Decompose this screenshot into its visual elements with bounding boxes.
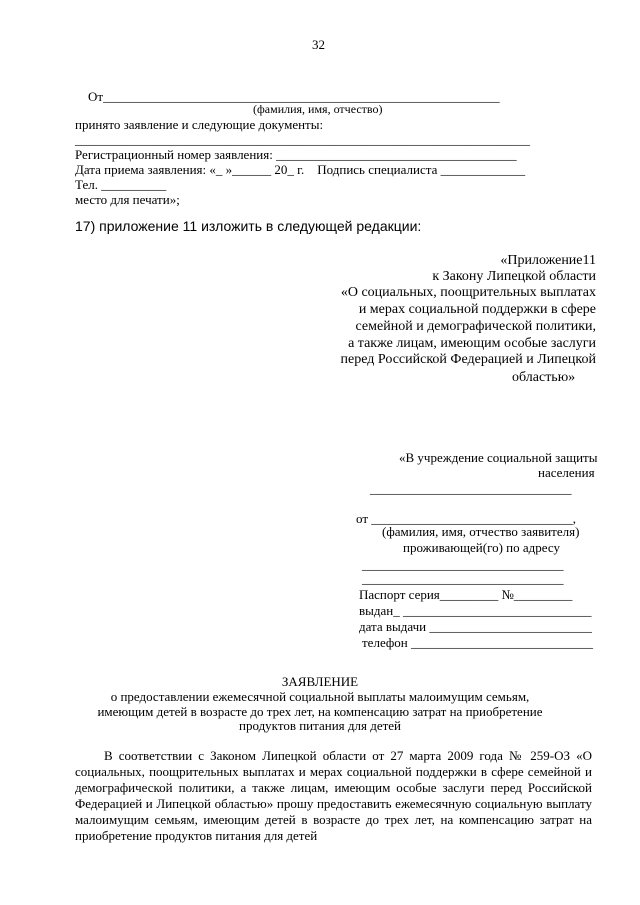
appendix-line: а также лицам, имеющим особые заслуги xyxy=(348,336,596,351)
addressee-institution: «В учреждение социальной защиты xyxy=(399,450,598,465)
body-line: В соответствии с Законом Липецкой области от 27 марта 2009 года № 259-ОЗ «О xyxy=(104,748,592,763)
appendix-line: семейной и демографической политики, xyxy=(355,319,596,334)
body-line: приобретение продуктов питания для детей xyxy=(75,828,318,843)
appendix-line: «Приложение11 xyxy=(500,253,596,268)
receipt-stamp-place: место для печати»; xyxy=(75,192,180,207)
receipt-phone: Тел. __________ xyxy=(75,177,167,192)
body-line: Федерацией и Липецкой областью» прошу предоставить ежемесячную социальную выплату xyxy=(75,796,592,811)
body-line: социальных, поощрительных выплатах и мерах социальной поддержки в сфере семейной и xyxy=(75,764,592,779)
receipt-from-line: От_____________________________________________________________ xyxy=(88,89,500,104)
passport-series: Паспорт серия_________ №_________ xyxy=(359,587,573,602)
passport-issue-date: дата выдачи _________________________ xyxy=(359,619,592,634)
address-line: _______________________________ xyxy=(362,557,564,572)
receipt-blank-line: ______________________________________________________________________ xyxy=(75,132,530,147)
receipt-date-signature: Дата приема заявления: «_ »______ 20_ г. Подпись специалиста _____________ xyxy=(75,162,526,177)
addressee-population: населения xyxy=(538,465,595,480)
appendix-line: областью» xyxy=(512,370,576,385)
appendix-line: и мерах социальной поддержки в сфере xyxy=(358,302,596,317)
statement-title: ЗАЯВЛЕНИЕ xyxy=(281,674,359,689)
body-line: демографической политики, а также лицам, имеющим особые заслуги перед Российской xyxy=(75,780,592,795)
page-number: 32 xyxy=(312,37,325,52)
statement-subtitle: имеющим детей в возрасте до трех лет, на компенсацию затрат на приобретение xyxy=(97,704,543,719)
statement-subtitle: продуктов питания для детей xyxy=(238,718,402,733)
applicant-phone: телефон ____________________________ xyxy=(362,635,593,650)
appendix-line: «О социальных, поощрительных выплатах xyxy=(340,285,596,300)
receipt-from-caption: (фамилия, имя, отчество) xyxy=(253,102,383,116)
addressee-blank: _______________________________ xyxy=(370,481,572,496)
item-17-heading: 17) приложение 11 изложить в следующей редакции: xyxy=(75,218,422,234)
appendix-line: перед Российской Федерацией и Липецкой xyxy=(340,352,596,367)
passport-issued-by: выдан_ _____________________________ xyxy=(359,603,592,618)
statement-subtitle: о предоставлении ежемесячной социальной выплаты малоимущим семьям, xyxy=(110,689,530,704)
applicant-from-line: от _______________________________, xyxy=(356,511,577,526)
receipt-accepted-docs: принято заявление и следующие документы: xyxy=(75,117,324,132)
applicant-name-caption: (фамилия, имя, отчество заявителя) xyxy=(382,524,580,539)
appendix-line: к Закону Липецкой области xyxy=(432,269,596,284)
address-line: _______________________________ xyxy=(362,571,564,586)
body-line: малоимущим семьям, имеющим детей в возрасте до трех лет, на компенсацию затрат на xyxy=(75,812,592,827)
receipt-reg-number: Регистрационный номер заявления: _____________________________________ xyxy=(75,147,517,162)
applicant-residing: проживающей(го) по адресу xyxy=(403,540,560,555)
